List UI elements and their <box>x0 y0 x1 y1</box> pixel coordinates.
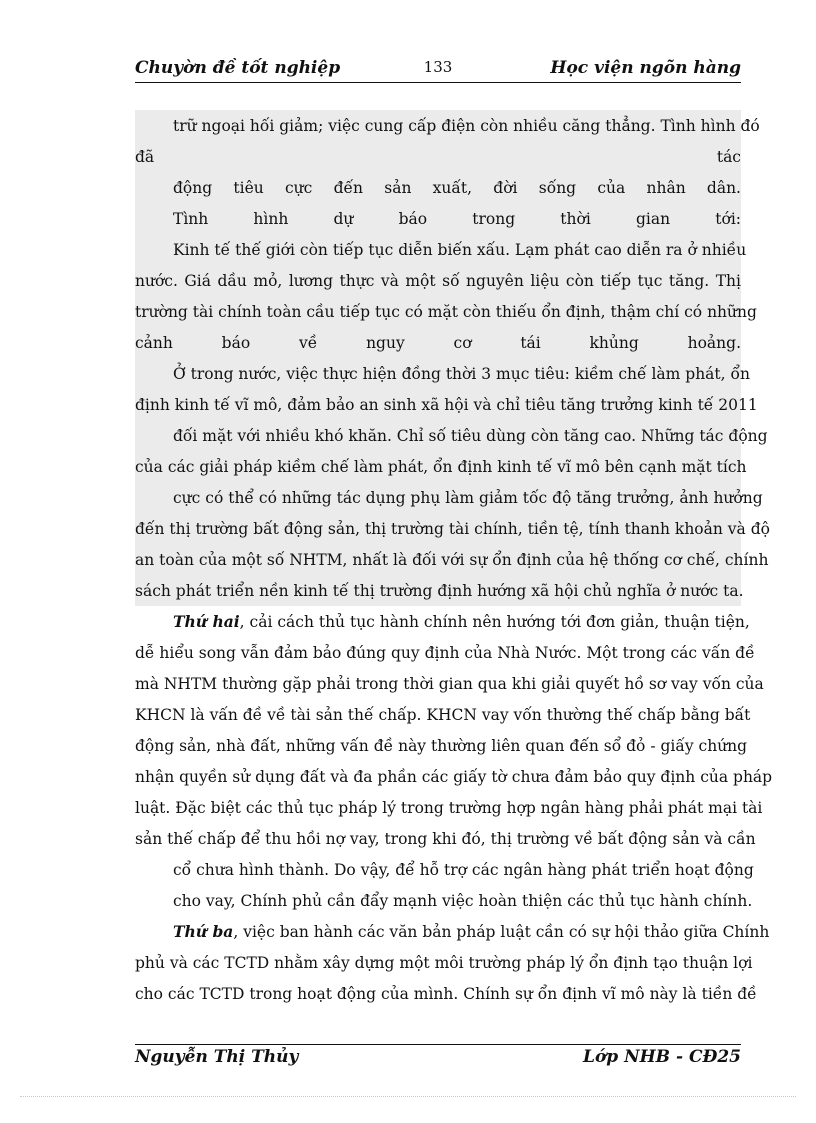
text-line: Tình hình dự báo trong thời gian tới: <box>173 210 741 228</box>
text-line: cổ chưa hình thành. Do vậy, để hỗ trợ các ngân hàng phát triển hoạt động <box>173 861 754 879</box>
text-line: cho các TCTD trong hoạt động của mình. Chính sự ổn định vĩ mô này là tiền đề <box>135 985 757 1003</box>
text-line: của các giải pháp kiềm chế làm phát, ổn định kinh tế vĩ mô bên cạnh mặt tích <box>135 458 747 476</box>
page-header <box>135 58 741 83</box>
text-line: cảnh báo về nguy cơ tái khủng hoảng. <box>135 334 741 352</box>
text-line: đối mặt với nhiều khó khăn. Chỉ số tiêu dùng còn tăng cao. Những tác động <box>173 427 768 445</box>
paragraph-thu-ba: Thứ ba, việc ban hành các văn bản pháp luật cần có sự hội thảo giữa Chính <box>173 922 770 941</box>
text-line: sách phát triển nền kinh tế thị trường định hướng xã hội chủ nghĩa ở nước ta. <box>135 582 744 600</box>
lead-thu-ba: Thứ ba <box>173 922 234 941</box>
text-line: trữ ngoại hối giảm; việc cung cấp điện còn nhiều căng thẳng. Tình hình đó <box>173 117 760 135</box>
text-line: phủ và các TCTD nhằm xây dựng một môi trường pháp lý ổn định tạo thuận lợi <box>135 954 753 972</box>
text-line: cực có thể có những tác dụng phụ làm giảm tốc độ tăng trưởng, ảnh hưởng <box>173 489 763 507</box>
text-line: cải cách thủ tục hành chính nên hướng tới đơn giản, thuận tiện, <box>249 613 750 631</box>
text-line: sản thế chấp để thu hồi nợ vay, trong khi đó, thị trường về bất động sản và cần <box>135 830 756 848</box>
footer-author: Nguyễn Thị Thủy <box>135 1047 299 1067</box>
text-line: động sản, nhà đất, những vấn đề này thường liên quan đến sổ đỏ - giấy chứng <box>135 737 748 755</box>
footer-class: Lớp NHB - CĐ25 <box>582 1047 741 1067</box>
text-line: mà NHTM thường gặp phải trong thời gian qua khi giải quyết hồ sơ vay vốn của <box>135 675 764 693</box>
text-line: động tiêu cực đến sản xuất, đời sống của nhân dân. <box>173 179 741 197</box>
lead-thu-hai: Thứ hai <box>173 612 240 631</box>
page-footer <box>135 1044 741 1073</box>
text-line: an toàn của một số NHTM, nhất là đối với sự ổn định của hệ thống cơ chế, chính <box>135 551 769 569</box>
text-line: nước. Giá dầu mỏ, lương thực và một số nguyên liệu còn tiếp tục tăng. Thị <box>135 272 741 290</box>
text-line: dễ hiểu song vẫn đảm bảo đúng quy định của Nhà Nước. Một trong các vấn đề <box>135 644 755 662</box>
header-institution: Học viện ngõn hàng <box>550 58 741 78</box>
paragraph-thu-hai: Thứ hai, cải cách thủ tục hành chính nên hướng tới đơn giản, thuận tiện, <box>173 612 750 631</box>
header-doc-title: Chuyờn đề tốt nghiệp <box>135 58 341 78</box>
page-number: 133 <box>423 58 453 76</box>
text-line: Ở trong nước, việc thực hiện đồng thời 3 mục tiêu: kiềm chế làm phát, ổn <box>173 365 750 383</box>
text-line: Kinh tế thế giới còn tiếp tục diễn biến xấu. Lạm phát cao diễn ra ở nhiều <box>173 241 747 259</box>
text-line: đã tác <box>135 148 741 166</box>
text-line: đến thị trường bất động sản, thị trường tài chính, tiền tệ, tính thanh khoản và độ <box>135 520 770 538</box>
text-line: việc ban hành các văn bản pháp luật cần có sự hội thảo giữa Chính <box>243 923 770 941</box>
text-line: định kinh tế vĩ mô, đảm bảo an sinh xã hội và chỉ tiêu tăng trưởng kinh tế 2011 <box>135 396 758 414</box>
text-line: nhận quyền sử dụng đất và đa phần các giấy tờ chưa đảm bảo quy định của pháp <box>135 768 773 786</box>
page-edge-dotted-divider <box>20 1096 796 1097</box>
text-line: KHCN là vấn đề về tài sản thế chấp. KHCN vay vốn thường thế chấp bằng bất <box>135 706 751 724</box>
text-line: cho vay, Chính phủ cần đẩy mạnh việc hoàn thiện các thủ tục hành chính. <box>173 892 753 910</box>
text-line: trường tài chính toàn cầu tiếp tục có mặt còn thiếu ổn định, thậm chí có những <box>135 303 757 321</box>
text-line: luật. Đặc biệt các thủ tục pháp lý trong trường hợp ngân hàng phải phát mại tài <box>135 799 763 817</box>
